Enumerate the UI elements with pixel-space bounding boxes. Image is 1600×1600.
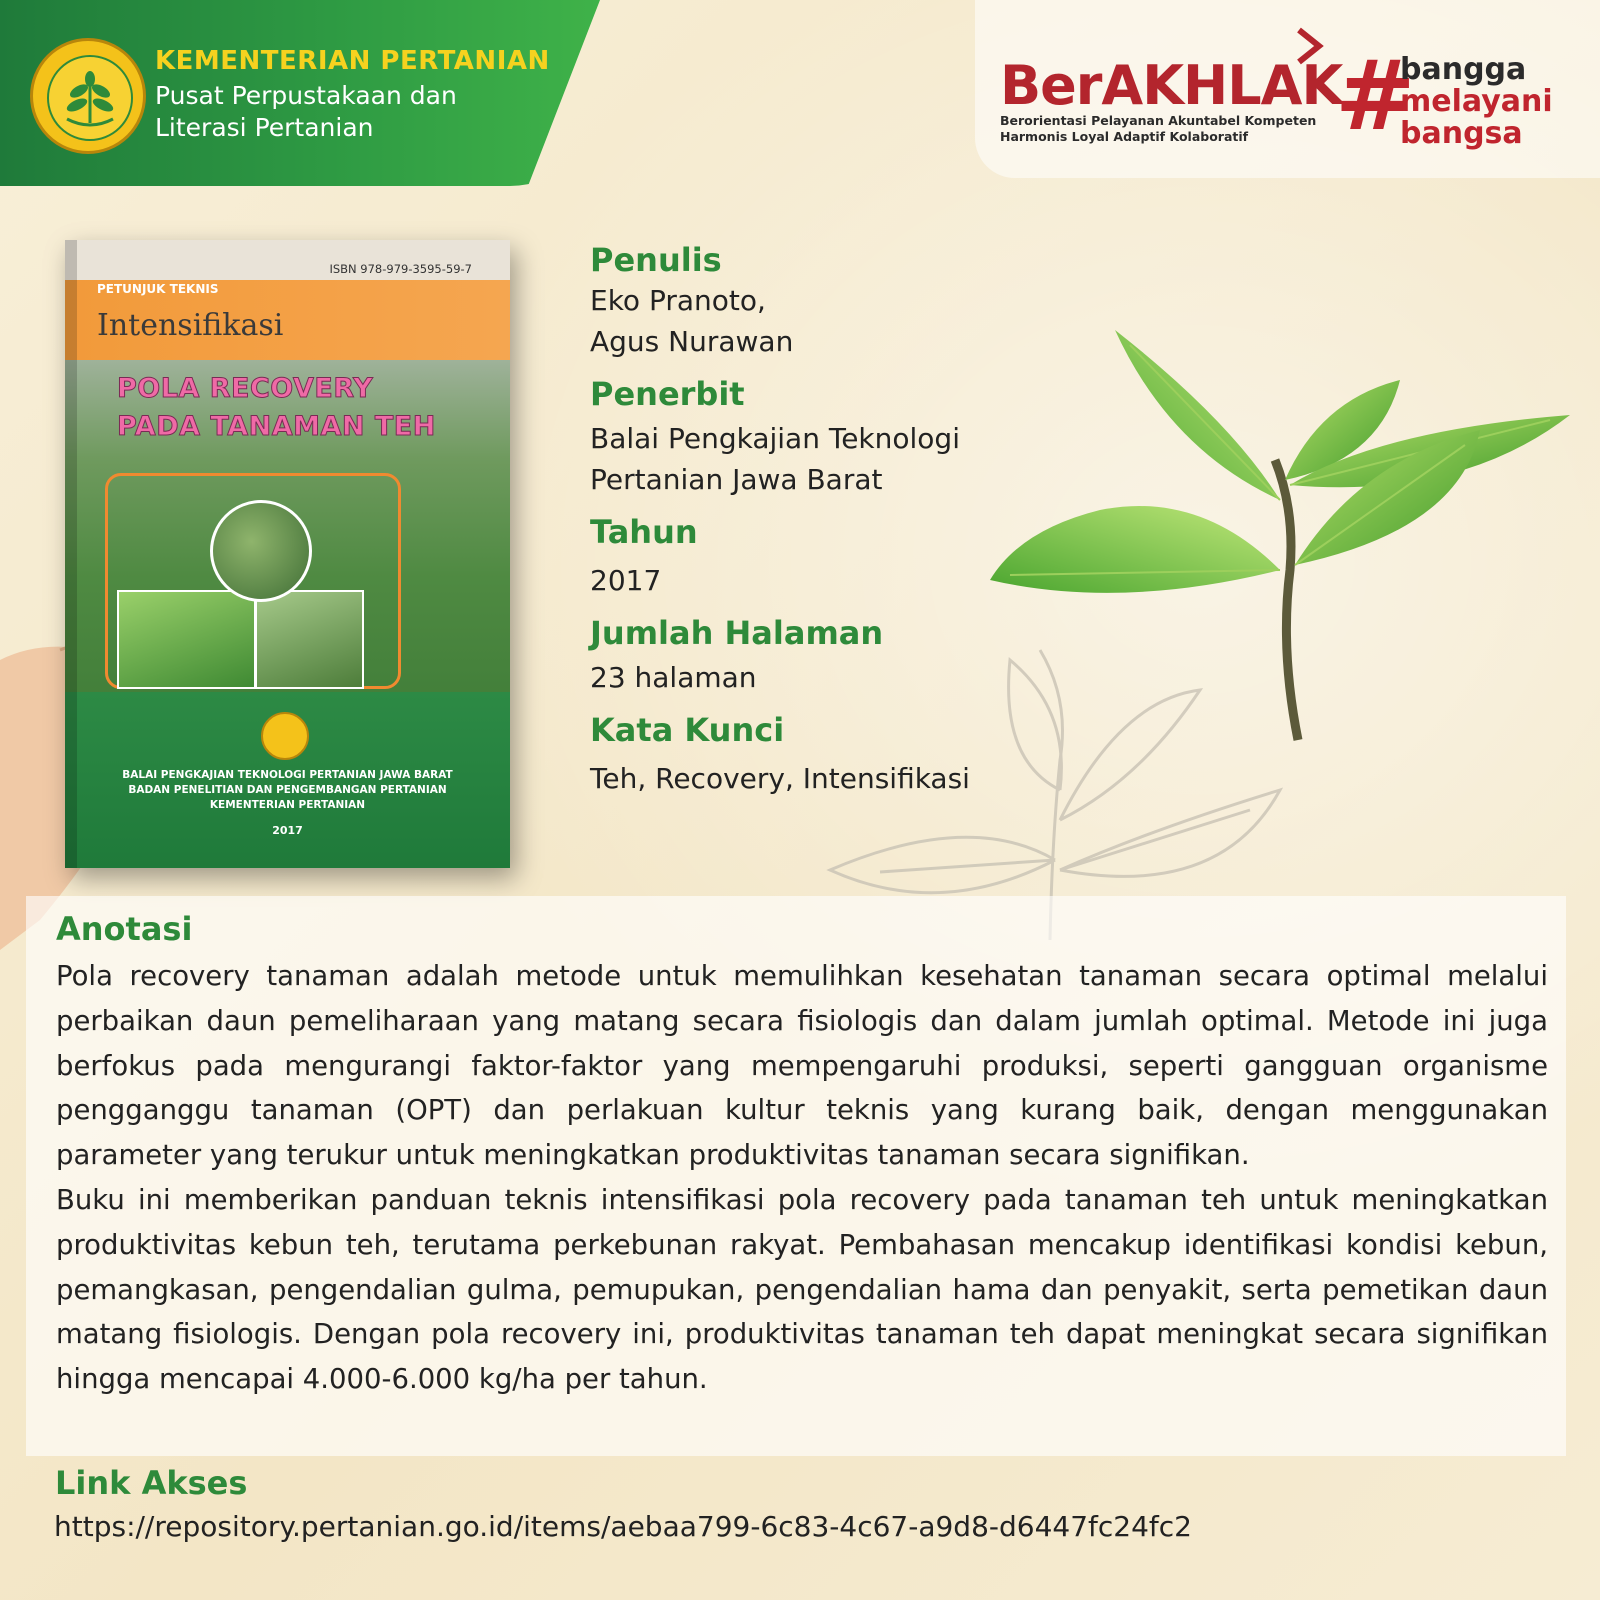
- penerbit-value-line-1: Balai Pengkajian Teknologi: [590, 422, 960, 455]
- book-publisher-line-3: KEMENTERIAN PERTANIAN: [209, 799, 366, 811]
- book-logo-icon: [261, 712, 309, 760]
- unit-line-1: Pusat Perpustakaan dan: [155, 81, 457, 110]
- book-title-line-1: Intensifikasi: [97, 308, 284, 343]
- halaman-label: Jumlah Halaman: [590, 614, 884, 652]
- kata-kunci-value: Teh, Recovery, Intensifikasi: [590, 762, 970, 795]
- anotasi-text: [56, 954, 1548, 1402]
- unit-name: [155, 80, 457, 144]
- tahun-value: 2017: [590, 564, 662, 597]
- slogan-line-3: bangsa: [1400, 116, 1523, 151]
- tahun-label: Tahun: [590, 513, 698, 551]
- book-publisher-line-1: BALAI PENGKAJIAN TEKNOLOGI PERTANIAN JAWA BARAT: [122, 769, 453, 781]
- slogan: [1400, 54, 1553, 150]
- anotasi-label: Anotasi: [56, 910, 193, 948]
- halaman-value: 23 halaman: [590, 661, 757, 694]
- berakhlak-title: BerAKHLAK: [1000, 54, 1343, 117]
- book-metadata: [590, 240, 1020, 799]
- penulis-value-line-1: Eko Pranoto,: [590, 284, 766, 317]
- book-title-line-2: POLA RECOVERY: [117, 373, 374, 404]
- kementan-logo-icon: [30, 38, 146, 154]
- penerbit-label: Penerbit: [590, 375, 745, 413]
- book-publisher: [65, 768, 510, 813]
- book-spine: [65, 240, 77, 868]
- penulis-value-line-2: Agus Nurawan: [590, 325, 794, 358]
- anotasi-paragraph-1: Pola recovery tanaman adalah metode untuk memulihkan kesehatan tanaman secara optimal melalui perbaikan daun pemeliharaan yang matang secara fisiologis dan dalam jumlah optimal. Metode ini juga berfokus pada mengurangi faktor-faktor yang mempengaruhi produksi, seperti gangguan organisme pengganggu tanaman (OPT) dan perlakuan kultur teknis yang kurang baik, dengan menggunakan parameter yang terukur untuk meningkatkan produktivitas tanaman secara signifikan.: [56, 960, 1548, 1172]
- berakhlak-description: [1000, 113, 1316, 145]
- link-akses-label: Link Akses: [55, 1464, 248, 1502]
- slogan-line-2: melayani: [1400, 84, 1553, 119]
- chevron-right-icon: [1295, 26, 1325, 66]
- book-publisher-line-2: BADAN PENELITIAN DAN PENGEMBANGAN PERTANIAN: [128, 784, 447, 796]
- book-title-main: [117, 370, 436, 446]
- penulis-label: Penulis: [590, 241, 722, 279]
- berakhlak-desc-line-2: Harmonis Loyal Adaptif Kolaboratif: [1000, 129, 1249, 144]
- book-photo-farmer: [255, 590, 364, 689]
- slogan-line-1: bangga: [1400, 52, 1527, 87]
- book-cover: [65, 240, 510, 868]
- link-akses-url[interactable]: https://repository.pertanian.go.id/items/aebaa799-6c83-4c67-a9d8-d6447fc24fc2: [54, 1510, 1192, 1543]
- book-year: 2017: [272, 824, 303, 837]
- kata-kunci-label: Kata Kunci: [590, 711, 785, 749]
- book-series: PETUNJUK TEKNIS: [97, 282, 219, 296]
- hashtag-symbol: #: [1335, 40, 1416, 152]
- unit-line-2: Literasi Pertanian: [155, 113, 374, 142]
- book-title-line-3: PADA TANAMAN TEH: [117, 411, 436, 442]
- anotasi-paragraph-2: Buku ini memberikan panduan teknis intensifikasi pola recovery pada tanaman teh untuk meningkatkan produktivitas kebun teh, terutama perkebunan rakyat. Pembahasan mencakup identifikasi kondisi kebun, pemangkasan, pengendalian gulma, pemupukan, pengendalian hama dan penyakit, serta pemetikan daun matang fisiologis. Dengan pola recovery ini, produktivitas tanaman teh dapat meningkat secara signifikan hingga mencapai 4.000-6.000 kg/ha per tahun.: [56, 1183, 1548, 1396]
- penerbit-value-line-2: Pertanian Jawa Barat: [590, 463, 883, 496]
- book-photo-pickers: [210, 500, 312, 602]
- ministry-name: KEMENTERIAN PERTANIAN: [155, 46, 550, 76]
- book-isbn: ISBN 978-979-3595-59-7: [329, 262, 472, 276]
- tea-plant-icon: [980, 320, 1580, 760]
- book-photo-tea-leaves: [117, 590, 256, 689]
- berakhlak-desc-line-1: Berorientasi Pelayanan Akuntabel Kompeten: [1000, 113, 1317, 128]
